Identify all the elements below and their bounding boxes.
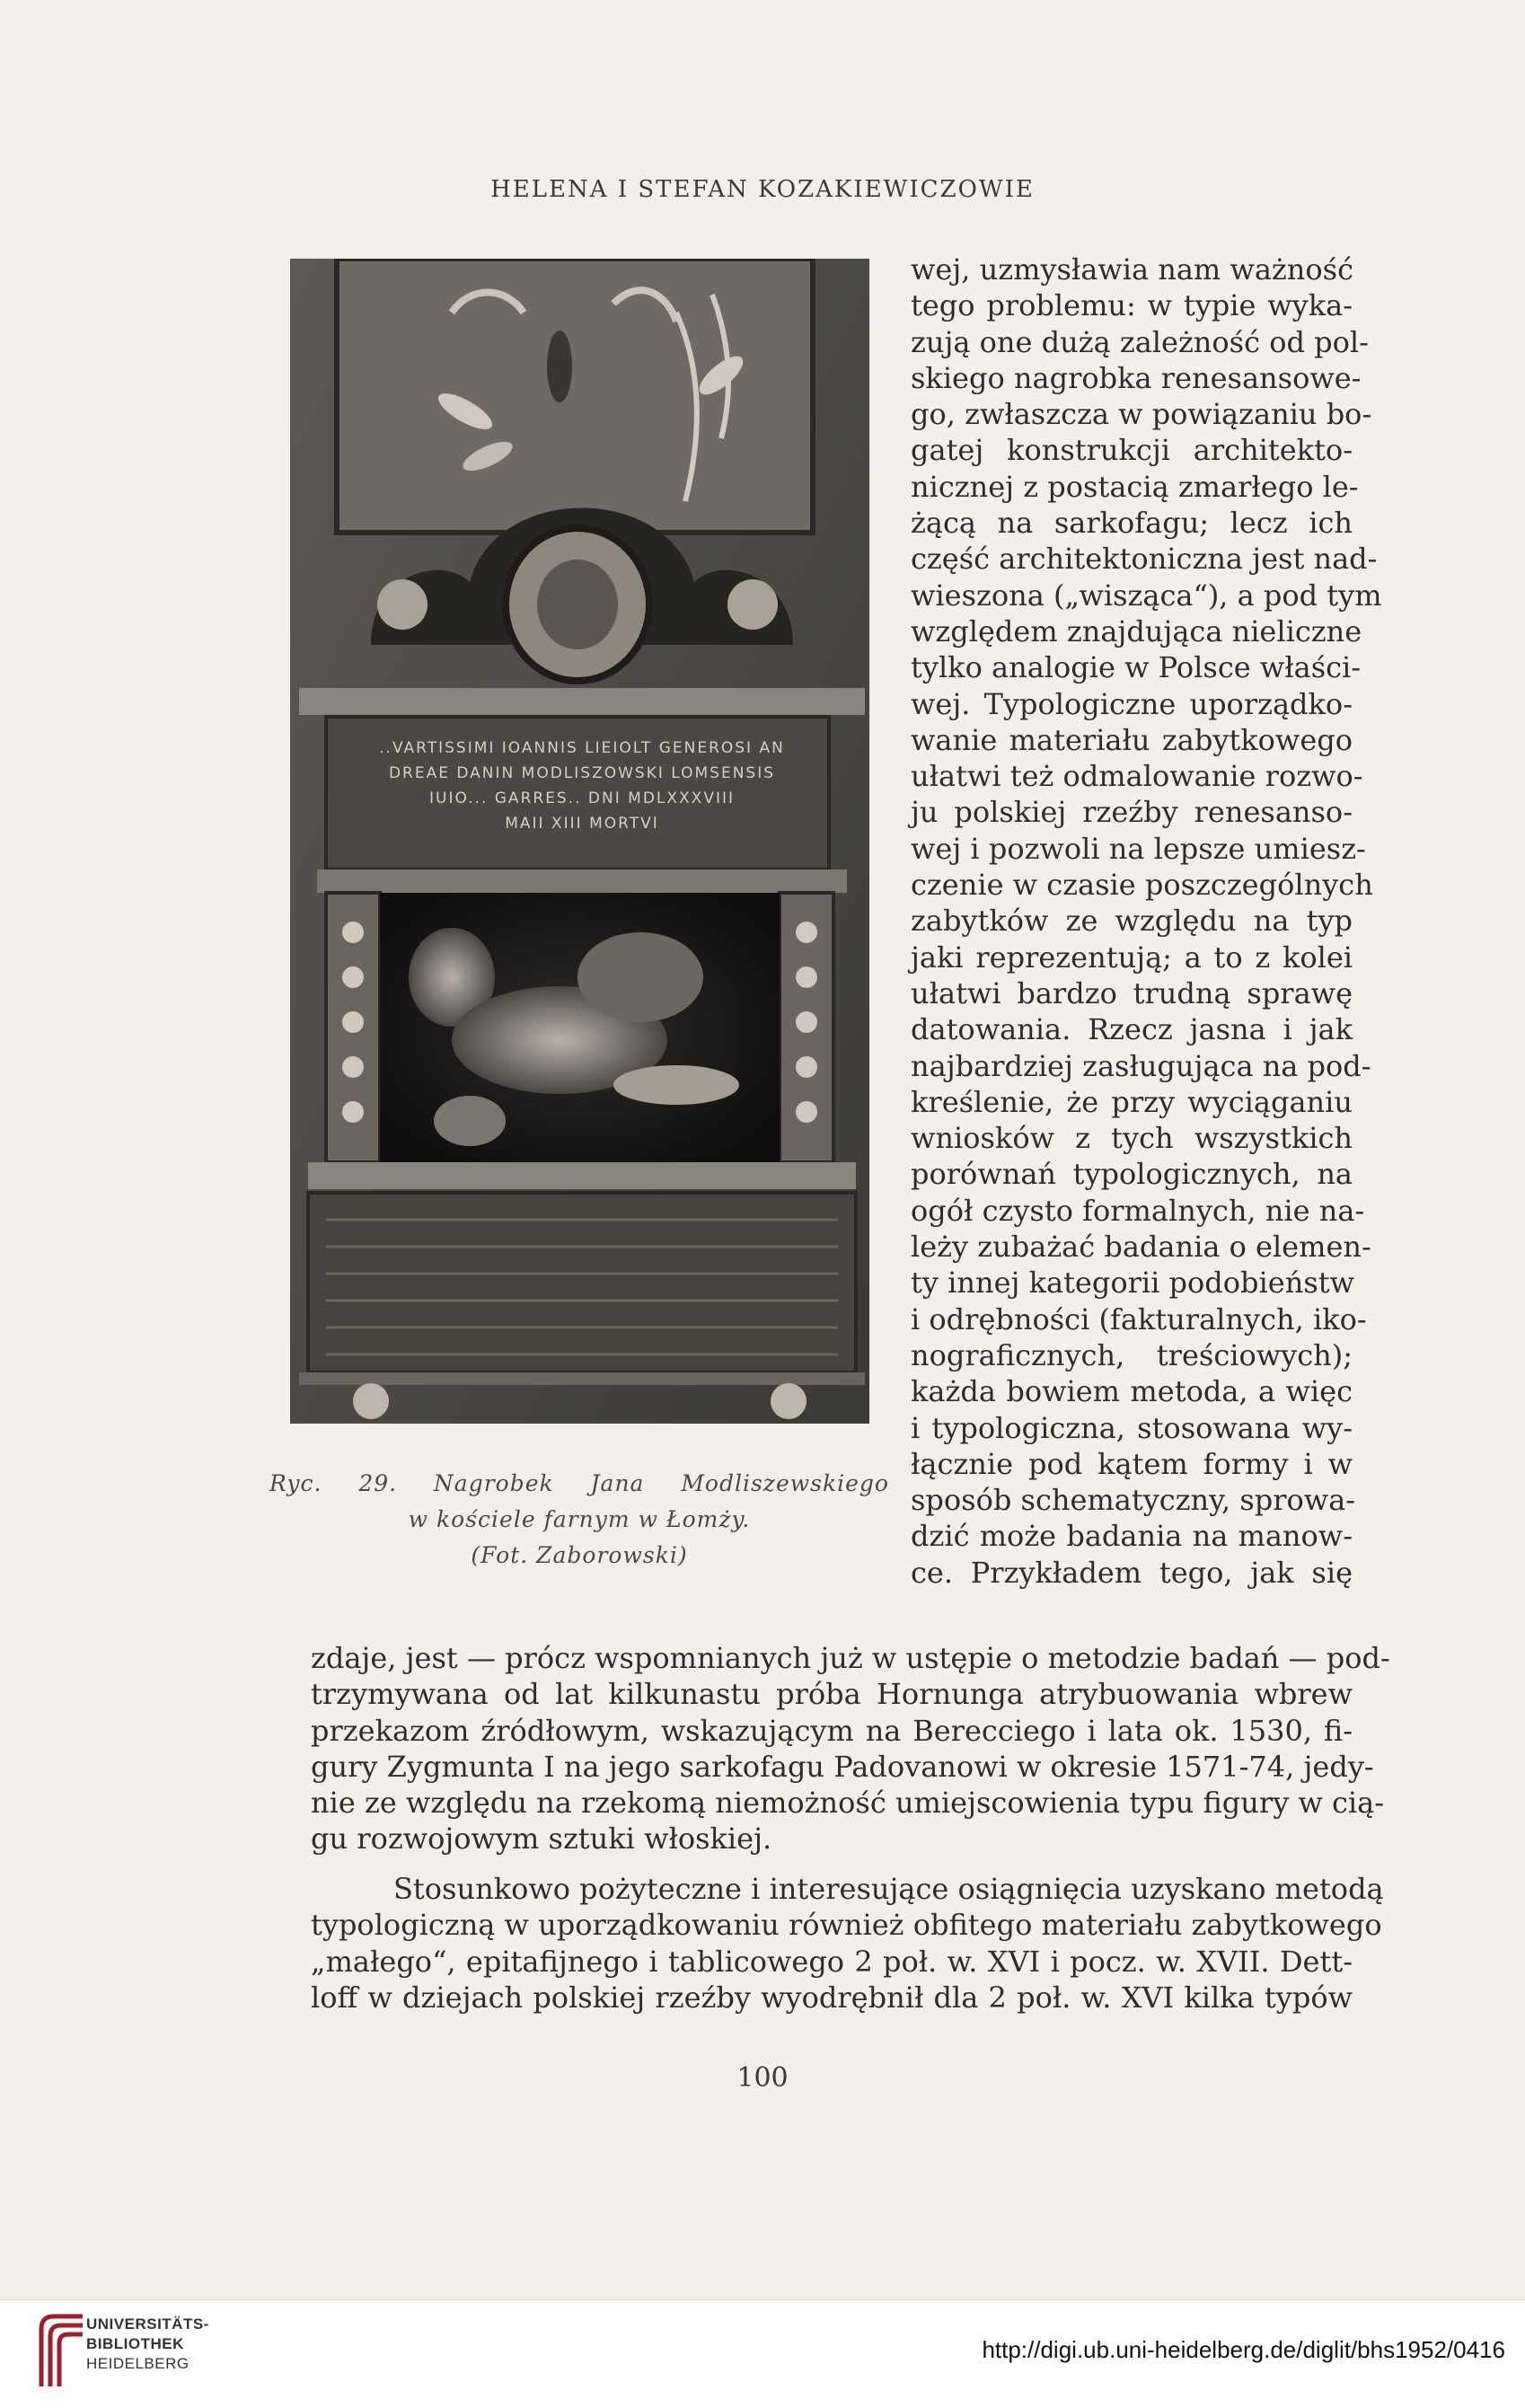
text-line: łącznie pod kątem formy i w	[911, 1446, 1353, 1481]
paragraph	[311, 1871, 1384, 2015]
caption-line: Ryc. 29. Nagrobek Jana Modliszewskiego	[269, 1470, 889, 1496]
text-line: gu rozwojowym sztuki włoskiej.	[311, 1821, 772, 1857]
text-line: nie ze względu na rzekomą niemożność umiejscowienia typu figury w cią-	[311, 1786, 1385, 1821]
text-line: wej, uzmysławia nam ważność	[911, 252, 1353, 287]
text-line: „małego“, epitafijnego i tablicowego 2 poł. w. XVI i pocz. w. XVII. Dett-	[311, 1944, 1353, 1979]
text-line: wej. Typologiczne uporządko-	[911, 686, 1353, 721]
text-line: gury Zygmunta I na jego sarkofagu Padovanowi w okresie 1571-74, jedy-	[311, 1749, 1374, 1784]
text-line: względem znajdująca nieliczne	[911, 613, 1362, 648]
text-line: każda bowiem metoda, a więc	[911, 1374, 1353, 1409]
text-line: ułatwi bardzo trudną sprawę	[911, 975, 1353, 1010]
text-line: go, zwłaszcza w powiązaniu bo-	[911, 397, 1372, 432]
library-name-line: BIBLIOTHEK	[86, 2335, 184, 2352]
column-paragraph	[911, 251, 1382, 1591]
text-line: przekazom źródłowym, wskazującym na Berecciego i lata ok. 1530, fi-	[311, 1713, 1353, 1748]
text-line: typologiczną w uporządkowaniu również obfitego materiału zabytkowego	[311, 1908, 1382, 1943]
text-line: zabytków ze względu na typ	[911, 904, 1353, 939]
inscription-line: ..VARTISSIMI IOANNIS LIEIOLT GENEROSI AN	[379, 739, 785, 757]
text-line: Stosunkowo pożyteczne i interesujące osiągnięcia uzyskano metodą	[393, 1872, 1384, 1906]
caption-line: (Fot. Zaborowski)	[471, 1542, 688, 1568]
text-line: jaki reprezentują; a to z kolei	[911, 939, 1353, 975]
text-line: ce. Przykładem tego, jak się	[911, 1555, 1353, 1590]
paragraph	[311, 1640, 1390, 1857]
text-line: wanie materiału zabytkowego	[911, 722, 1353, 757]
text-line: leży zubażać badania o elemen-	[911, 1230, 1371, 1265]
text-line: trzymywana od lat kilkunastu próba Hornunga atrybuowania wbrew	[311, 1677, 1353, 1712]
inscription-line: MAII XIII MORTVI	[505, 815, 659, 833]
text-line: gatej konstrukcji architekto-	[911, 433, 1353, 468]
inscription-line: DREAE DANIN MODLISZOWSKI LOMSENSIS	[388, 764, 776, 782]
inscription-line: IUIO... GARRES.. DNI MDLXXXVIII	[428, 789, 736, 807]
text-line: nicznej z postacią zmarłego le-	[911, 469, 1359, 504]
library-name-line: HEIDELBERG	[86, 2355, 190, 2372]
text-line: sposób schematyczny, sprowa-	[911, 1483, 1356, 1518]
library-name	[86, 2315, 209, 2374]
text-line: dzić może badania na manow-	[911, 1519, 1353, 1554]
source-url-link[interactable]: http://digi.ub.uni-heidelberg.de/diglit/bhs1952/0416	[982, 2336, 1505, 2363]
running-head: HELENA I STEFAN KOZAKIEWICZOWIE	[490, 176, 1035, 203]
text-line: porównań typologicznych, na	[911, 1157, 1353, 1192]
text-line: kreślenie, że przy wyciąganiu	[911, 1084, 1353, 1119]
caption-line: w kościele farnym w Łomży.	[408, 1506, 751, 1532]
text-line: i odrębności (fakturalnych, iko-	[911, 1301, 1367, 1336]
text-line: ju polskiej rzeźby renesanso-	[911, 795, 1353, 830]
library-logo-icon	[34, 2311, 90, 2388]
footer-bar	[0, 2299, 1525, 2408]
library-name-line: UNIVERSITÄTS-	[86, 2315, 209, 2333]
text-line: ty innej kategorii podobieństw	[911, 1266, 1354, 1301]
text-line: nograficznych, treściowych);	[911, 1337, 1353, 1372]
figure-caption	[269, 1466, 889, 1574]
text-line: żącą na sarkofagu; lecz ich	[911, 506, 1353, 541]
text-line: loff w dziejach polskiej rzeźby wyodrębnił dla 2 poł. w. XVI kilka typów	[311, 1980, 1353, 2015]
text-line: tylko analogie w Polsce właści-	[911, 650, 1362, 685]
text-line: zdaje, jest — prócz wspomnianych już w ustępie o metodzie badań — pod-	[311, 1641, 1390, 1675]
text-line: zują one dużą zależność od pol-	[911, 324, 1369, 359]
text-line: ogół czysto formalnych, nie na-	[911, 1193, 1365, 1228]
text-line: wej i pozwoli na lepsze umiesz-	[911, 831, 1366, 866]
page-number: 100	[736, 2062, 789, 2094]
text-line: datowania. Rzecz jasna i jak	[911, 1012, 1353, 1047]
text-line: i typologiczna, stosowana wy-	[911, 1410, 1353, 1445]
text-line: część architektoniczna jest nad-	[911, 542, 1378, 577]
tomb-photograph	[290, 259, 869, 1424]
text-line: tego problemu: w typie wyka-	[911, 288, 1353, 323]
text-line: najbardziej zasługująca na pod-	[911, 1048, 1371, 1083]
text-line: wniosków z tych wszystkich	[911, 1121, 1353, 1156]
text-line: czenie w czasie poszczególnych	[911, 868, 1373, 903]
text-line: ułatwi też odmalowanie rozwo-	[911, 759, 1363, 794]
text-line: wieszona („wisząca“), a pod tym	[911, 578, 1382, 613]
text-line: skiego nagrobka renesansowe-	[911, 360, 1362, 395]
